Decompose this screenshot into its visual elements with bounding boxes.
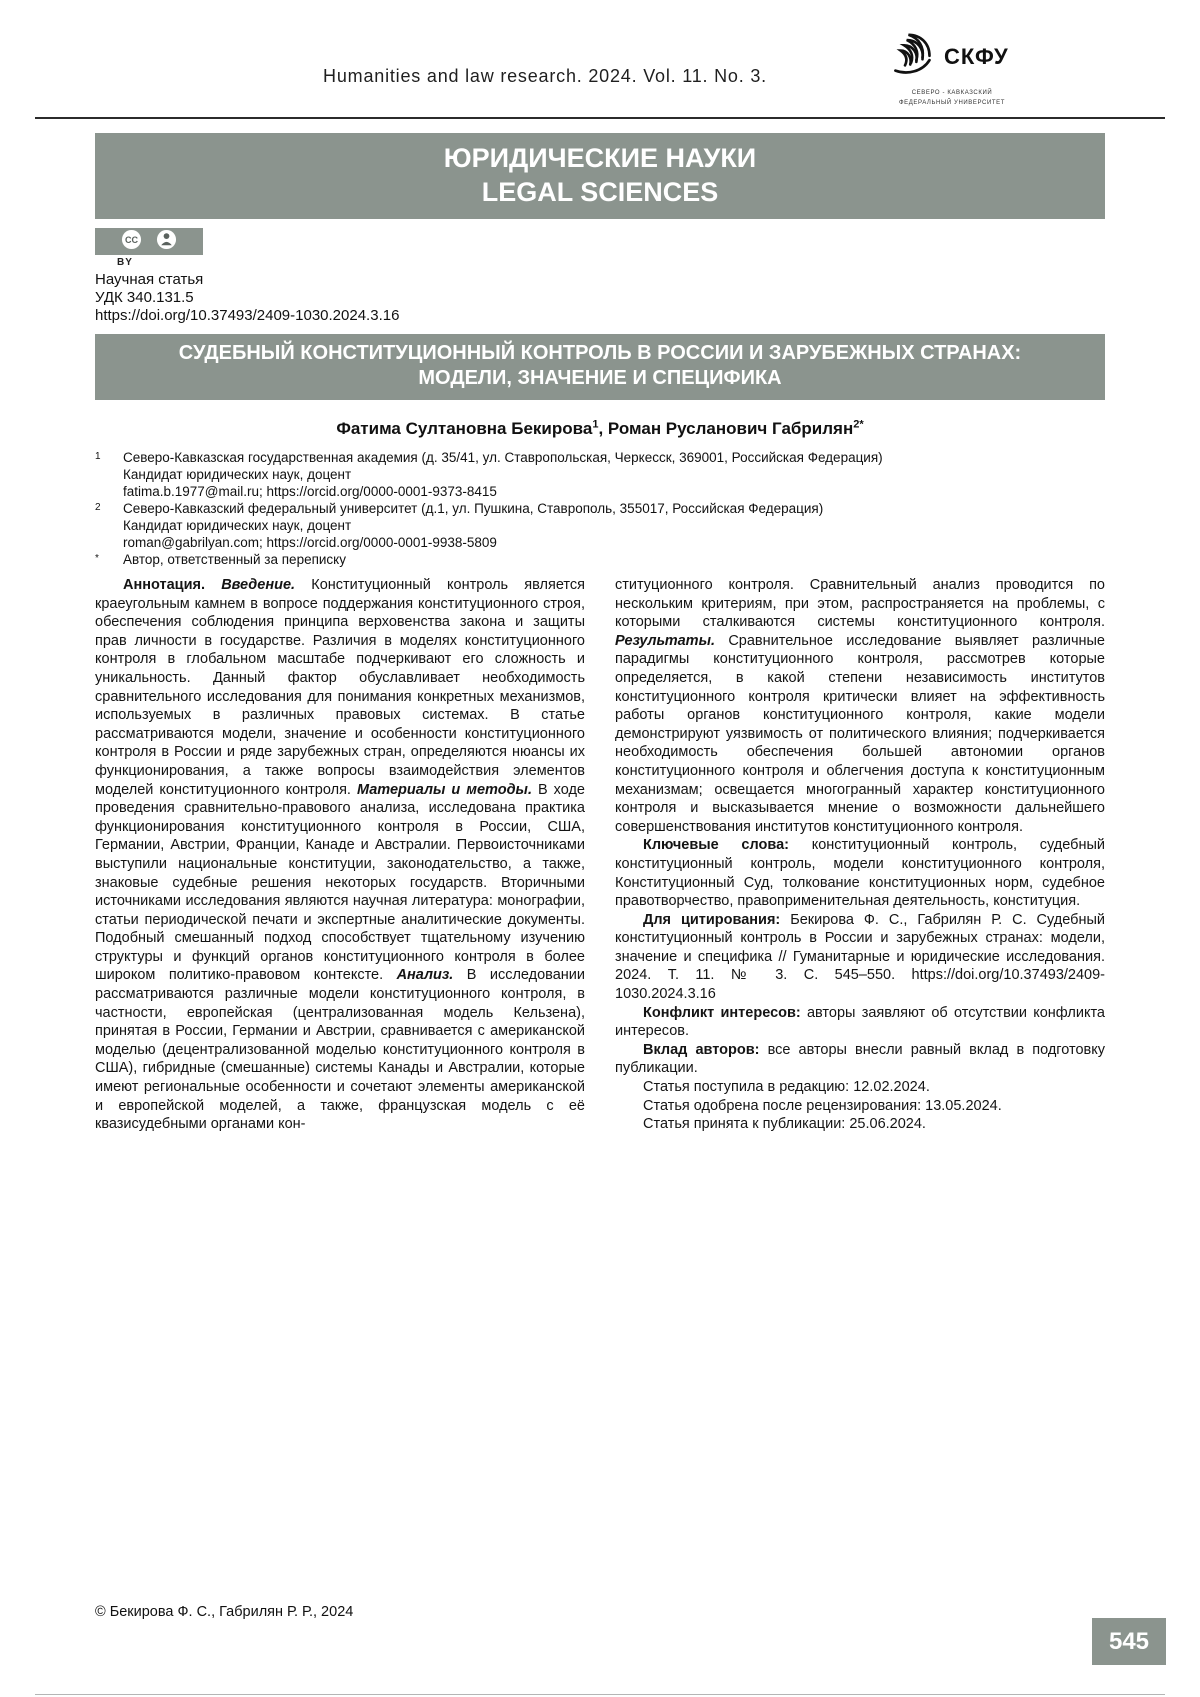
article-title-banner [95, 334, 1105, 400]
cc-circle-icon [121, 229, 142, 255]
corresponding-author-note [95, 551, 1105, 568]
person-attribution-icon [156, 229, 177, 255]
section-title-ru: ЮРИДИЧЕСКИЕ НАУКИ [443, 143, 757, 173]
logo-acronym: СКФУ [944, 43, 1009, 69]
conflict-paragraph: Конфликт интересов: авторы заявляют об отсутствии конфликта интересов. [615, 1004, 1105, 1040]
article-meta [95, 271, 399, 325]
affiliation-1-marker: 1 [95, 451, 101, 462]
abstract-continuation-paragraph: ституционного контроля. Сравнительный анализ проводится по нескольким критериям, при этом, распространяется на проблемы, с которыми сталкиваются системы конституционного контроля. Результаты. Сравнительное исследование выявляет различные парадигмы конституционного контроля, рассмотрев которые определяется, в какой степени независимость институтов конституционного контроля критически влияет на эффективность работы органов конституционного контроля, какие модели демонстрируют уязвимость от политического влияния; подчеркивается необходимость обеспечения большей автономии органов конституционного контроля и облегчения доступа к конституционным механизмам; освещается многогранный характер конституционного контроля и высказывается мнение о возможности дальнейшего совершенствования институтов конституционного контроля. [615, 577, 1105, 835]
bottom-divider [35, 1694, 1165, 1695]
section-title-en: LEGAL SCIENCES [481, 177, 719, 207]
logo-subtext-line2: ФЕДЕРАЛЬНЫЙ УНИВЕРСИТЕТ [898, 100, 1006, 106]
citation-paragraph: Для цитирования: Бекирова Ф. С., Габрилян Р. С. Судебный конституционный контроль в России и зарубежных странах: модели, значение и специфика // Гуманитарные и юридические исследования. 2024. Т. 11. № 3. С. 545–550. https://doi.org/10.37493/2409-1030.2024.3.16 [615, 911, 1105, 1003]
affiliations-block [95, 449, 1105, 568]
abstract-paragraph: Аннотация. Введение. Конституционный контроль является краеугольным камнем в вопросе поддержания конституционного строя, обеспечения соблюдения принципа верховенства закона и защиты прав личности в государстве. Различия в моделях конституционного контроля в глобальном масштабе подчеркивают его сложность и уникальность. Данный фактор обуславливает необходимость сравнительного исследования для понимания конкретных механизмов, используемых в различных правовых системах. В статье рассматриваются модели, значение и особенности конституционного контроля в России и ряде зарубежных стран, определяются нюансы их функционирования, а также вопросы взаимодействия элементов моделей конституционного контроля. Материалы и методы. В ходе проведения сравнительно-правового анализа, исследована практика функционирования конституционного контроля в России, США, Германии, Австрии, Франции, Канаде и Австралии. Первоисточниками выступили национальные конституции, законодательство, а также, знаковые судебные решения некоторых государств. Вторичными источниками исследования являются научная литература: монографии, статьи периодической печати и экспертные аналитические документы. Подобный смешанный подход способствует тщательному изучению структуры и функций органов конституционного контроля в более широком политико-правовом контексте. Анализ. В исследовании рассматриваются различные модели конституционного контроля, в частности, европейская (централизованная модель Кельзена), принятая в России, Германии и Австрии, сравнивается с американской моделью (децентрализованной моделью конституционного контроля в США), гибридные (смешанные) системы Канады и Австралии, которые имеют региональные особенности и сочетают элементы американской и европейской моделей, а также, французская модель с её квазисудебными органами кон- [95, 577, 585, 1133]
affiliation-1-contacts[interactable]: fatima.b.1977@mail.ru; https://orcid.org/0000-0001-9373-8415 [123, 484, 497, 499]
journal-header: Humanities and law research. 2024. Vol. 11. No. 3. [323, 66, 767, 86]
affiliation-1 [95, 449, 1105, 500]
abstract-left-column [95, 576, 585, 1134]
affiliation-2-marker: 2 [95, 502, 101, 513]
approved-date: Статья одобрена после рецензирования: 13.05.2024. [643, 1097, 1002, 1114]
authors-line: Фатима Султановна Бекирова$^1$, Роман Русланович Габрилян$^{2*}$ [336, 418, 864, 438]
keywords-paragraph: Ключевые слова: конституционный контроль, судебный конституционный контроль, модели конституционного контроля, Конституционный Суд, толкование конституционных норм, судебное правотворчество, правоприменительная деятельность, конституция. [615, 837, 1105, 910]
copyright-line: © Бекирова Ф. С., Габрилян Р. Р., 2024 [95, 1604, 354, 1620]
university-emblem-icon [884, 26, 940, 87]
header-divider [35, 117, 1165, 119]
udc-label: УДК 340.131.5 [95, 289, 194, 306]
corresponding-author-text: Автор, ответственный за переписку [123, 552, 346, 567]
affiliation-1-degree: Кандидат юридических наук, доцент [123, 467, 352, 482]
section-banner [95, 133, 1105, 219]
logo-subtext-line1: СЕВЕРО - КАВКАЗСКИЙ [911, 90, 993, 96]
affiliation-1-org: Северо-Кавказская государственная академия (д. 35/41, ул. Ставропольская, Черкесск, 369001, Российская Федерация) [123, 450, 883, 465]
affiliation-2-degree: Кандидат юридических наук, доцент [123, 518, 352, 533]
svg-text:CC: CC [124, 234, 139, 245]
abstract-columns [95, 576, 1105, 1134]
affiliation-2-contacts[interactable]: roman@gabrilyan.com; https://orcid.org/0000-0001-9938-5809 [123, 535, 497, 550]
page-number-badge: 545 [1092, 1618, 1166, 1665]
cc-by-label: BY [117, 257, 133, 268]
received-date: Статья поступила в редакцию: 12.02.2024. [643, 1079, 930, 1096]
article-type-label: Научная статья [95, 271, 204, 288]
cc-license-badge [95, 228, 203, 255]
article-title-line2: МОДЕЛИ, ЗНАЧЕНИЕ И СПЕЦИФИКА [418, 367, 782, 389]
corresponding-author-marker: * [95, 553, 99, 564]
affiliation-2-org: Северо-Кавказский федеральный университет (д.1, ул. Пушкина, Ставрополь, 355017, Российская Федерация) [123, 501, 824, 516]
abstract-right-column [615, 576, 1105, 1134]
affiliation-2 [95, 500, 1105, 551]
accepted-date: Статья принята к публикации: 25.06.2024. [643, 1116, 926, 1133]
university-logo [884, 26, 1020, 107]
article-title-line1: СУДЕБНЫЙ КОНСТИТУЦИОННЫЙ КОНТРОЛЬ В РОССИИ И ЗАРУБЕЖНЫХ СТРАНАХ: [178, 342, 1022, 364]
doi-link[interactable]: https://doi.org/10.37493/2409-1030.2024.3.16 [95, 307, 400, 324]
contribution-paragraph: Вклад авторов: все авторы внесли равный вклад в подготовку публикации. [615, 1041, 1106, 1077]
